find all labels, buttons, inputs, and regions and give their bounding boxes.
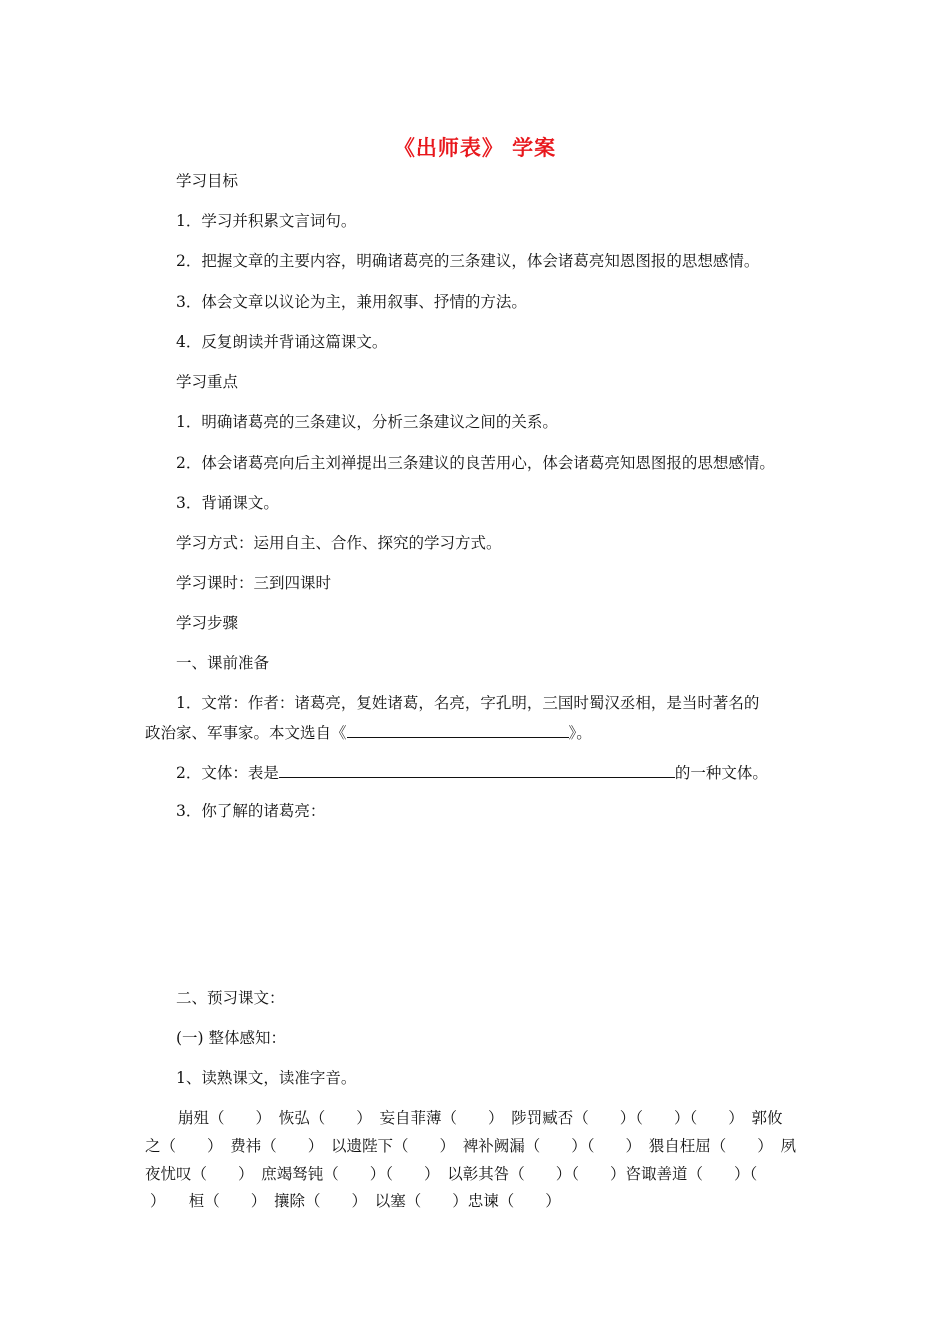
source-book-blank[interactable]	[347, 721, 569, 738]
pronunciation-line: 崩殂（ ） 恢弘（ ） 妄自菲薄（ ） 陟罚臧否（ ）（ ）（ ） 郭攸	[178, 1109, 783, 1127]
section2-sub: (一) 整体感知：	[176, 1029, 287, 1047]
goal-item: 1．学习并积累文言词句。	[176, 212, 357, 230]
item2-text-a: 2．文体：表是	[176, 764, 279, 782]
study-method: 学习方式：运用自主、合作、探究的学习方式。	[176, 534, 502, 552]
goals-heading: 学习目标	[176, 172, 239, 190]
pronunciation-line: 夜忧叹（ ） 庶竭驽钝（ ）（ ） 以彰其咎（ ）（ ）咨诹善道（ ）（	[145, 1165, 758, 1183]
focus-item: 1．明确诸葛亮的三条建议，分析三条建议之间的关系。	[176, 413, 558, 431]
item1-text-b: 》。	[568, 724, 592, 742]
goal-item: 2．把握文章的主要内容，明确诸葛亮的三条建议，体会诸葛亮知恩图报的思想感情。	[176, 252, 760, 270]
steps-heading: 学习步骤	[176, 614, 239, 632]
item1-text-a: 政治家、军事家。本文选自《	[145, 724, 347, 742]
page-title: 《出师表》 学案	[393, 136, 557, 160]
item2-text-b: 的一种文体。	[674, 764, 768, 782]
section2-task: 1、读熟课文，读准字音。	[176, 1069, 357, 1087]
pronunciation-line: ） 桓（ ） 攘除（ ） 以塞（ ）忠谏（ ）	[150, 1192, 561, 1210]
goal-item: 4．反复朗读并背诵这篇课文。	[176, 333, 388, 351]
section1-item3: 3．你了解的诸葛亮：	[176, 802, 326, 820]
focus-item: 3．背诵课文。	[176, 494, 279, 512]
section1-item1-line1: 1．文常：作者：诸葛亮，复姓诸葛，名亮，字孔明，三国时蜀汉丞相，是当时著名的	[176, 694, 760, 712]
focus-item: 2．体会诸葛亮向后主刘禅提出三条建议的良苦用心，体会诸葛亮知恩图报的思想感情。	[176, 454, 775, 472]
study-hours: 学习课时：三到四课时	[176, 574, 332, 592]
genre-blank[interactable]	[279, 761, 675, 778]
section1-item1-line2	[145, 721, 592, 743]
pronunciation-line: 之（ ） 费祎（ ） 以遗陛下（ ） 裨补阙漏（ ）（ ） 猥自枉屈（ ） 夙	[145, 1137, 797, 1155]
focus-heading: 学习重点	[176, 373, 239, 391]
section1-heading: 一、课前准备	[176, 654, 270, 672]
section1-item2	[176, 761, 768, 783]
goal-item: 3．体会文章以议论为主，兼用叙事、抒情的方法。	[176, 293, 527, 311]
section2-heading: 二、预习课文：	[176, 989, 285, 1007]
